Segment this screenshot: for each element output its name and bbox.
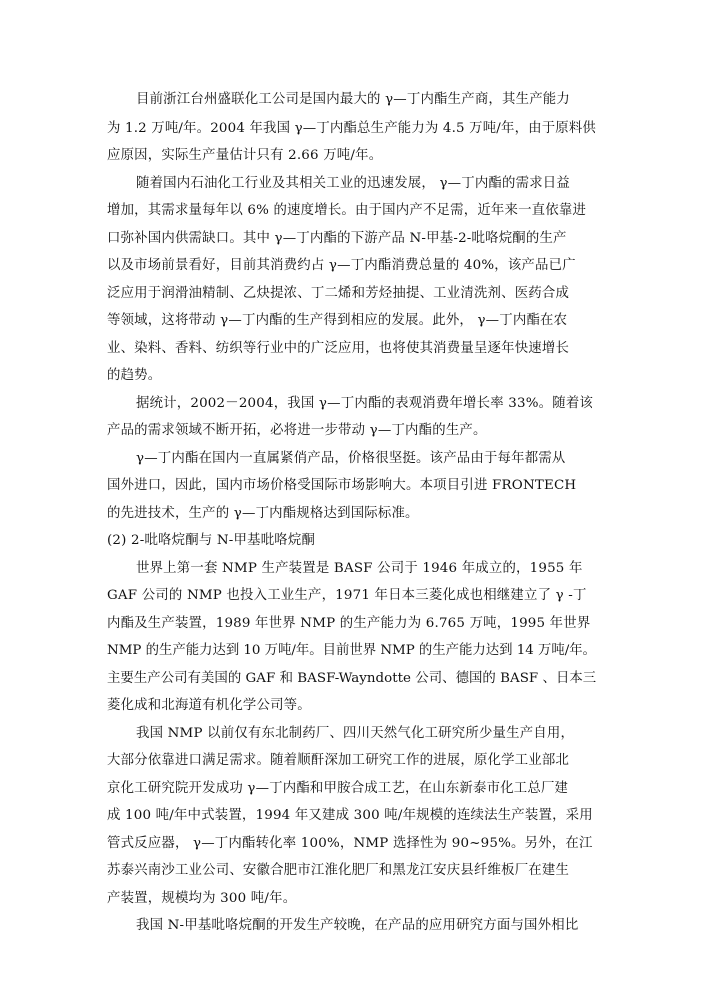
text-line: 产品的需求领域不断开拓，必将进一步带动 γ—丁内酯的生产。: [107, 423, 487, 438]
text-line: 业、染料、香料、纺织等行业中的广泛应用，也将使其消费量呈逐年快速增长: [107, 341, 570, 356]
text-line: 等领域，这将带动 γ—丁内酯的生产得到相应的发展。此外， γ—丁内酯在农: [107, 313, 568, 328]
text-line: 应原因，实际生产量估计只有 2.66 万吨/年。: [107, 148, 383, 163]
text-line: GAF 公司的 NMP 也投入工业生产，1971 年日本三菱化成也相继建立了 γ -丁: [107, 588, 587, 603]
text-line: 增加，其需求量每年以 6% 的速度增长。由于国内产不足需，近年来一直依靠进: [107, 203, 587, 218]
text-line: 为 1.2 万吨/年。2004 年我国 γ—丁内酯总生产能力为 4.5 万吨/年，由于原料供: [107, 121, 596, 136]
text-line: 的趋势。: [107, 368, 162, 383]
text-line: γ—丁内酯在国内一直属紧俏产品，价格很坚挺。该产品由于每年都需从: [136, 451, 566, 466]
text-line: 口弥补国内供需缺口。其中 γ—丁内酯的下游产品 N-甲基-2-吡咯烷酮的生产: [107, 231, 567, 246]
text-line: 我国 N-甲基吡咯烷酮的开发生产较晚，在产品的应用研究方面与国外相比: [136, 918, 579, 933]
text-line: NMP 的生产能力达到 10 万吨/年。目前世界 NMP 的生产能力达到 14 万吨/年。: [107, 643, 596, 658]
text-line: 大部分依靠进口满足需求。随着顺酐深加工研究工作的进展，原化学工业部北: [107, 753, 570, 768]
text-line: 成 100 吨/年中式装置，1994 年又建成 300 吨/年规模的连续法生产装置，采用: [107, 808, 593, 823]
section-heading: (2) 2-吡咯烷酮与 N-甲基吡咯烷酮: [107, 533, 316, 548]
text-line: 国外进口，因此，国内市场价格受国际市场影响大。本项目引进 FRONTECH: [107, 478, 577, 493]
text-line: 随着国内石油化工行业及其相关工业的迅速发展， γ—丁内酯的需求日益: [136, 176, 570, 191]
text-line: 产装置，规模均为 300 吨/年。: [107, 891, 297, 906]
text-line: 泛应用于润滑油精制、乙炔提浓、丁二烯和芳烃抽提、工业清洗剂、医药合成: [107, 286, 570, 301]
text-line: 主要生产公司有美国的 GAF 和 BASF-Wayndotte 公司、德国的 BASF 、日本三: [107, 671, 597, 686]
text-line: 管式反应器， γ—丁内酯转化率 100%，NMP 选择性为 90~95%。另外，在江: [107, 836, 593, 851]
text-line: 据统计，2002－2004，我国 γ—丁内酯的表观消费年增长率 33%。随着该: [136, 396, 593, 411]
text-line: 世界上第一套 NMP 生产装置是 BASF 公司于 1946 年成立的，1955 年: [136, 561, 583, 576]
text-line: 京化工研究院开发成功 γ—丁内酯和甲胺合成工艺，在山东新泰市化工总厂建: [107, 781, 569, 796]
text-line: 我国 NMP 以前仅有东北制药厂、四川天然气化工研究所少量生产自用，: [136, 726, 575, 741]
text-line: 以及市场前景看好，目前其消费约占 γ—丁内酯消费总量的 40%，该产品已广: [107, 258, 576, 273]
text-line: 内酯及生产装置，1989 年世界 NMP 的生产能力为 6.765 万吨，1995 年世界: [107, 616, 591, 631]
text-line: 目前浙江台州盛联化工公司是国内最大的 γ—丁内酯生产商，其生产能力: [136, 92, 570, 107]
text-line: 菱化成和北海道有机化学公司等。: [107, 698, 311, 713]
text-line: 苏泰兴南沙工业公司、安徽合肥市江淮化肥厂和黑龙江安庆县纤维板厂在建生: [107, 863, 570, 878]
text-line: 的先进技术，生产的 γ—丁内酯规格达到国际标准。: [107, 506, 419, 521]
